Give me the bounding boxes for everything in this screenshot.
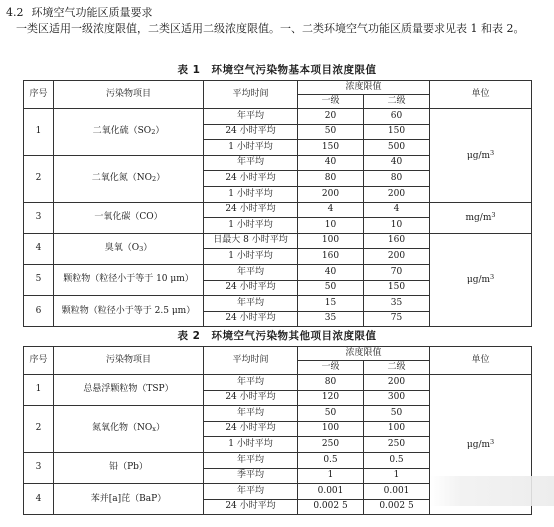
grade2-value: 200 — [364, 186, 430, 202]
grade2-value: 300 — [364, 390, 430, 406]
header-unit: 单位 — [430, 347, 532, 375]
section-title: 环境空气功能区质量要求 — [31, 6, 153, 19]
averaging-period: 24 小时平均 — [204, 124, 298, 140]
grade2-value: 40 — [364, 155, 430, 171]
averaging-period: 1 小时平均 — [204, 249, 298, 265]
pollutant-subscript: 2 — [152, 174, 157, 183]
row-index: 6 — [24, 296, 54, 327]
averaging-period: 年平均 — [204, 406, 298, 422]
table-row — [24, 109, 532, 125]
section-number: 4.2 — [6, 6, 24, 19]
grade2-value: 0.001 — [364, 484, 430, 500]
grade2-value: 80 — [364, 171, 430, 187]
averaging-period: 日最大 8 小时平均 — [204, 233, 298, 249]
averaging-period: 年平均 — [204, 296, 298, 312]
grade2-value: 150 — [364, 280, 430, 296]
averaging-period: 年平均 — [204, 109, 298, 125]
grade2-value: 70 — [364, 264, 430, 280]
grade1-value: 250 — [298, 437, 364, 453]
pollutant-name — [54, 296, 204, 327]
grade2-value: 100 — [364, 421, 430, 437]
grade1-value: 50 — [298, 280, 364, 296]
row-index: 2 — [24, 406, 54, 453]
pollutant-name — [54, 233, 204, 264]
unit-exponent: 3 — [490, 148, 495, 157]
grade1-value: 80 — [298, 375, 364, 391]
averaging-period: 年平均 — [204, 264, 298, 280]
grade1-value: 100 — [298, 233, 364, 249]
averaging-period: 年平均 — [204, 375, 298, 391]
unit-cell — [430, 202, 532, 233]
pollutant-name — [54, 375, 204, 406]
pollutant-name — [54, 406, 204, 453]
grade2-value: 200 — [364, 375, 430, 391]
row-index: 1 — [24, 109, 54, 156]
table-row — [24, 202, 532, 218]
unit-exponent: 3 — [491, 210, 496, 219]
table-row — [24, 375, 532, 391]
grade1-value: 4 — [298, 202, 364, 218]
pollutant-name-text: 臭氧（O — [104, 243, 140, 254]
row-index: 5 — [24, 264, 54, 295]
table1 — [23, 80, 532, 327]
grade2-value: 0.002 5 — [364, 499, 430, 515]
grade2-value: 35 — [364, 296, 430, 312]
grade1-value: 50 — [298, 406, 364, 422]
pollutant-name-text: 铅（Pb） — [109, 462, 148, 473]
section-paragraph: 一类区适用一级浓度限值，二类区适用二级浓度限值。一、二类环境空气功能区质量要求见表 1 和表 2。 — [16, 22, 525, 35]
averaging-period: 24 小时平均 — [204, 202, 298, 218]
pollutant-name-close: ） — [156, 172, 166, 183]
header-grade2: 二级 — [364, 95, 430, 109]
row-index: 2 — [24, 155, 54, 202]
pollutant-name-text: 二氧化氮（NO — [91, 172, 153, 183]
grade2-value: 250 — [364, 437, 430, 453]
grade1-value: 15 — [298, 296, 364, 312]
grade1-value: 35 — [298, 311, 364, 327]
unit-exponent: 3 — [490, 437, 495, 446]
grade2-value: 10 — [364, 218, 430, 234]
header-limit: 浓度限值 — [298, 81, 430, 95]
grade1-value: 150 — [298, 140, 364, 156]
table2-caption: 表 2 环境空气污染物其他项目浓度限值 — [177, 330, 377, 342]
header-pollutant: 污染物项目 — [54, 81, 204, 109]
grade2-value: 4 — [364, 202, 430, 218]
pollutant-subscript: 3 — [139, 245, 144, 254]
grade1-value: 0.001 — [298, 484, 364, 500]
averaging-period: 24 小时平均 — [204, 280, 298, 296]
header-grade2: 二级 — [364, 361, 430, 375]
grade1-value: 40 — [298, 155, 364, 171]
pollutant-name — [54, 264, 204, 295]
row-index: 4 — [24, 484, 54, 515]
header-unit: 单位 — [430, 81, 532, 109]
grade2-value: 1 — [364, 468, 430, 484]
row-index: 3 — [24, 452, 54, 483]
pollutant-name — [54, 452, 204, 483]
pollutant-name — [54, 202, 204, 233]
averaging-period: 年平均 — [204, 155, 298, 171]
header-pollutant: 污染物项目 — [54, 347, 204, 375]
pollutant-name-text: 颗粒物（粒径小于等于 2.5 μm） — [61, 305, 196, 316]
averaging-period: 季平均 — [204, 468, 298, 484]
table1-caption: 表 1 环境空气污染物基本项目浓度限值 — [177, 64, 377, 76]
pollutant-name — [54, 109, 204, 156]
unit-base: μg/m — [466, 439, 491, 450]
header-grade1: 一级 — [298, 361, 364, 375]
grade2-value: 200 — [364, 249, 430, 265]
grade1-value: 50 — [298, 124, 364, 140]
header-grade1: 一级 — [298, 95, 364, 109]
averaging-period: 1 小时平均 — [204, 437, 298, 453]
grade2-value: 60 — [364, 109, 430, 125]
grade1-value: 200 — [298, 186, 364, 202]
table-row — [24, 233, 532, 249]
averaging-period: 1 小时平均 — [204, 218, 298, 234]
section-heading — [6, 4, 153, 20]
pollutant-name-text: 苯并[a]芘（BaP） — [90, 493, 167, 504]
averaging-period: 24 小时平均 — [204, 311, 298, 327]
watermark — [430, 476, 554, 506]
pollutant-name-close: ） — [143, 243, 153, 254]
grade1-value: 100 — [298, 421, 364, 437]
grade2-value: 50 — [364, 406, 430, 422]
pollutant-name-text: 一氧化碳（CO） — [94, 211, 163, 222]
grade1-value: 40 — [298, 264, 364, 280]
unit-base: μg/m — [466, 275, 491, 286]
grade1-value: 120 — [298, 390, 364, 406]
header-period: 平均时间 — [204, 81, 298, 109]
header-index: 序号 — [24, 347, 54, 375]
grade2-value: 0.5 — [364, 452, 430, 468]
pollutant-subscript: x — [152, 425, 156, 434]
unit-cell — [430, 109, 532, 203]
grade2-value: 160 — [364, 233, 430, 249]
averaging-period: 24 小时平均 — [204, 390, 298, 406]
grade1-value: 80 — [298, 171, 364, 187]
pollutant-name — [54, 484, 204, 515]
unit-exponent: 3 — [490, 273, 495, 282]
grade2-value: 150 — [364, 124, 430, 140]
grade2-value: 500 — [364, 140, 430, 156]
unit-cell — [430, 233, 532, 327]
unit-base: mg/m — [465, 212, 492, 223]
pollutant-name-text: 二氧化硫（SO — [92, 126, 152, 137]
grade1-value: 20 — [298, 109, 364, 125]
averaging-period: 年平均 — [204, 484, 298, 500]
pollutant-name-text: 颗粒物（粒径小于等于 10 μm） — [63, 274, 194, 285]
pollutant-name-text: 总悬浮颗粒物（TSP） — [83, 384, 174, 395]
grade1-value: 1 — [298, 468, 364, 484]
header-period: 平均时间 — [204, 347, 298, 375]
grade1-value: 160 — [298, 249, 364, 265]
averaging-period: 1 小时平均 — [204, 140, 298, 156]
header-index: 序号 — [24, 81, 54, 109]
averaging-period: 24 小时平均 — [204, 171, 298, 187]
row-index: 3 — [24, 202, 54, 233]
grade1-value: 10 — [298, 218, 364, 234]
grade1-value: 0.002 5 — [298, 499, 364, 515]
row-index: 1 — [24, 375, 54, 406]
averaging-period: 年平均 — [204, 452, 298, 468]
averaging-period: 1 小时平均 — [204, 186, 298, 202]
header-limit: 浓度限值 — [298, 347, 430, 361]
grade2-value: 75 — [364, 311, 430, 327]
grade1-value: 0.5 — [298, 452, 364, 468]
pollutant-name — [54, 155, 204, 202]
averaging-period: 24 小时平均 — [204, 499, 298, 515]
pollutant-name-text: 氮氧化物（NO — [92, 423, 153, 434]
unit-base: μg/m — [466, 150, 491, 161]
pollutant-name-close: ） — [155, 423, 165, 434]
row-index: 4 — [24, 233, 54, 264]
pollutant-subscript: 2 — [151, 128, 156, 137]
averaging-period: 24 小时平均 — [204, 421, 298, 437]
pollutant-name-close: ） — [155, 126, 165, 137]
